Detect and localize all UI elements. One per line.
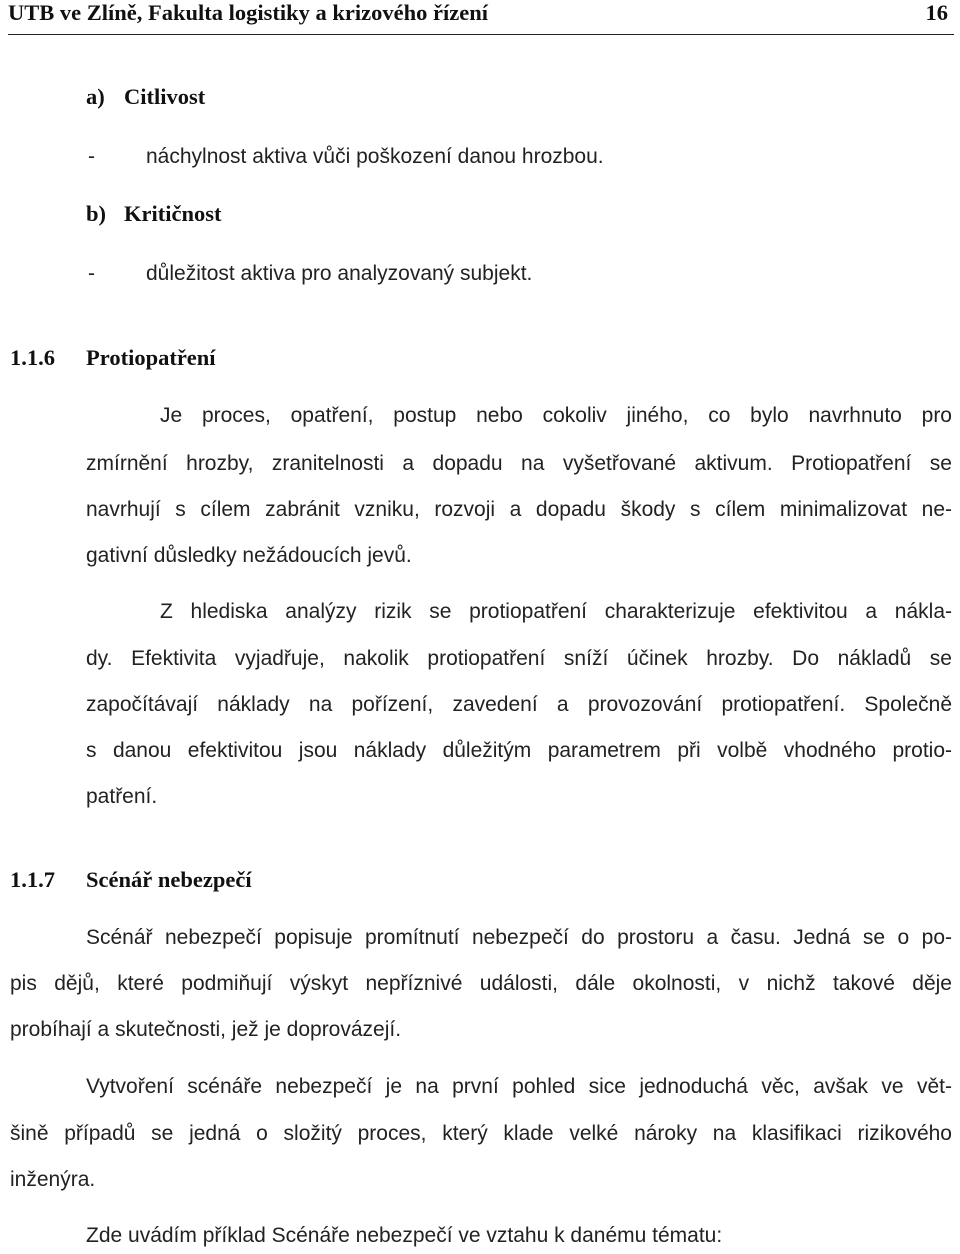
page-number: 16	[925, 0, 948, 25]
paragraph-line: pis dějů, které podmiňují výskyt nepříznivé události, dále okolnosti, v nichž takové děje	[10, 972, 952, 995]
paragraph-line: gativní důsledky nežádoucích jevů.	[86, 544, 412, 567]
paragraph-line: šině případů se jedná o složitý proces, který klade velké nároky na klasifikaci rizikového	[10, 1122, 952, 1145]
section-heading: Protiopatření	[86, 345, 216, 370]
section-number: 1.1.7	[10, 867, 55, 892]
list-item-label: b)	[86, 201, 107, 226]
list-item-title: Kritičnost	[124, 201, 222, 226]
paragraph-line: Vytvoření scénáře nebezpečí je na první pohled sice jednoduchá věc, avšak ve vět-	[86, 1075, 952, 1098]
list-dash: -	[88, 145, 95, 168]
paragraph-line: Scénář nebezpečí popisuje promítnutí nebezpečí do prostoru a času. Jedná se o po-	[86, 926, 952, 949]
paragraph-line: Je proces, opatření, postup nebo cokoliv jiného, co bylo navrhnuto pro	[160, 404, 952, 427]
paragraph-line: Z hlediska analýzy rizik se protiopatření charakterizuje efektivitou a nákla-	[160, 600, 952, 623]
list-item-description: důležitost aktiva pro analyzovaný subjekt.	[146, 262, 533, 285]
paragraph-line: navrhují s cílem zabránit vzniku, rozvoji a dopadu škody s cílem minimalizovat ne-	[86, 498, 952, 521]
paragraph-line: Zde uvádím příklad Scénáře nebezpečí ve vztahu k danému tématu:	[86, 1224, 723, 1247]
paragraph-line: dy. Efektivita vyjadřuje, nakolik protiopatření sníží účinek hrozby. Do nákladů se	[86, 647, 952, 670]
paragraph-line: probíhají a skutečnosti, jež je doprovázejí.	[10, 1018, 402, 1041]
list-item-description: náchylnost aktiva vůči poškození danou hrozbou.	[146, 145, 604, 168]
section-number: 1.1.6	[10, 345, 55, 370]
paragraph-line: zmírnění hrozby, zranitelnosti a dopadu na vyšetřované aktivum. Protiopatření se	[86, 452, 952, 475]
paragraph-line: s danou efektivitou jsou náklady důležitým parametrem při volbě vhodného protio-	[86, 739, 952, 762]
paragraph-line: inženýra.	[10, 1168, 96, 1191]
list-item-title: Citlivost	[124, 84, 206, 109]
list-dash: -	[88, 262, 95, 285]
paragraph-line: patření.	[86, 785, 158, 808]
paragraph-line: započítávají náklady na pořízení, zavedení a provozování protiopatření. Společně	[86, 693, 952, 716]
header-title: UTB ve Zlíně, Fakulta logistiky a krizového řízení	[8, 0, 489, 25]
list-item-label: a)	[86, 84, 105, 109]
section-heading: Scénář nebezpečí	[86, 867, 252, 892]
page-header	[8, 0, 954, 35]
